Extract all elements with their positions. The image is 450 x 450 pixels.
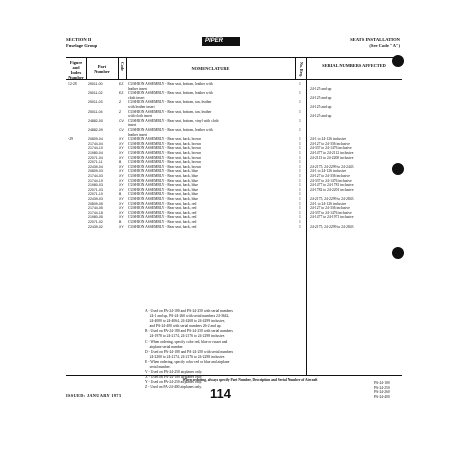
cell-nom: leather insert (128, 86, 148, 91)
cell-code: XY (119, 141, 124, 146)
cell-qty: 1 (299, 192, 301, 197)
page-title-block (316, 37, 400, 48)
cell-code: XY (119, 197, 124, 201)
cell-part: 20809-04 (88, 137, 103, 142)
col-header-part: Part Number (94, 64, 110, 74)
cell-nom: CUSHION ASSEMBLY - Rear seat, back, brown (128, 155, 202, 160)
cell-code: XY (119, 178, 124, 183)
cell-code: XY (119, 224, 124, 229)
cell-fig: -29 (68, 137, 73, 142)
column-divider (86, 58, 87, 79)
cell-nom: CUSHION ASSEMBLY - Rear seat, back, brown (128, 146, 202, 151)
cell-part: 21744-18 (88, 210, 103, 215)
cell-qty: 1 (299, 174, 301, 178)
cell-part: 22071-04 (88, 155, 103, 160)
cell-code: B (119, 160, 122, 165)
cell-nom: CUSHION ASSEMBLY - Rear seat, bottom, leather with (128, 91, 213, 96)
cell-code: XY (119, 174, 124, 178)
cell-serial: 24-337 to 24-1476 inclusive (310, 178, 352, 183)
page-number: 114 (210, 386, 231, 401)
cell-nom: CUSHION ASSEMBLY - Rear seat, bottom, tan, leather (128, 100, 212, 105)
header-divider (66, 79, 402, 80)
cell-qty: 1 (299, 224, 301, 229)
cell-qty: 1 (299, 206, 301, 211)
column-divider (118, 58, 119, 79)
cell-code: XY (119, 183, 124, 188)
cell-part: 25011-02 (88, 91, 103, 96)
cell-qty: 1 (299, 169, 301, 174)
cell-nom: with leather insert (128, 105, 155, 109)
cell-code: XY (119, 155, 124, 160)
cell-serial: 24-125 and up (310, 105, 332, 109)
cell-qty: 1 (299, 118, 301, 123)
cell-qty: 1 (299, 215, 301, 220)
cell-code: XY (119, 137, 124, 142)
issued-date: ISSUED: JANUARY 1973 (66, 393, 122, 398)
note-line: 24-1978 to 24-2174, 24-2176 to 24-2298 inclusive. (145, 334, 226, 339)
note-line: V - Used on PA-24-250 airplanes only. (145, 370, 203, 375)
column-divider (295, 58, 296, 79)
cell-nom: CUSHION ASSEMBLY - Rear seat, back, blue (128, 192, 198, 197)
section-header (66, 37, 97, 48)
cell-code: XY (119, 210, 124, 215)
note-line: Y - Used on PA-24-250 airplanes only. (145, 380, 203, 385)
cell-serial: 24-1782 to 24-2201 inclusive (310, 187, 354, 192)
cell-qty: 1 (299, 178, 301, 183)
cell-nom: CUSHION ASSEMBLY - Rear seat, back, blue (128, 169, 198, 174)
cell-qty: 1 (299, 160, 301, 165)
cell-nom: CUSHION ASSEMBLY - Rear seat, back, brown (128, 160, 202, 165)
cell-code: XY (119, 215, 124, 220)
section-label: SECTION II (66, 37, 92, 42)
cell-serial: 24-127 to 24-336 inclusive (310, 174, 350, 178)
cell-nom: CUSHION ASSEMBLY - Rear seat, back, brown (128, 137, 202, 142)
col-header-qty: No. Req. (299, 62, 304, 77)
cell-nom: CUSHION ASSEMBLY - Rear seat, back, red (128, 215, 197, 220)
cell-part: 22071-11 (88, 160, 103, 165)
cell-qty: 1 (299, 197, 301, 201)
cell-part: 22439-02 (88, 224, 103, 229)
cell-qty: 1 (299, 201, 301, 206)
note-line: 24-1 and up, PA-24-260 with serial numbers 24-3642, (145, 314, 230, 319)
cell-part: 25011-03 (88, 100, 103, 105)
cell-code: B (119, 192, 122, 197)
cell-serial: 24-1477 to 24-1781 inclusive (310, 183, 354, 188)
cell-serial: 24-125 and up (310, 95, 332, 100)
cell-code: EZ (119, 91, 124, 96)
cell-serial: 24-127 to 24-336 inclusive (310, 206, 350, 211)
cell-fig: 12-28 (68, 82, 77, 86)
cell-nom: cloth insert (128, 95, 145, 100)
ordering-footnote: When ordering, always specify Part Number, Description and Serial Number of Aircraft (182, 378, 318, 382)
cell-code: EZ (119, 82, 124, 86)
note-line: X - Used on PA-24-180 airplanes only. (145, 375, 203, 380)
cell-nom: CUSHION ASSEMBLY - Rear seat, back, red (128, 206, 197, 211)
cell-nom: CUSHION ASSEMBLY - Rear seat, back, red (128, 224, 197, 229)
cell-qty: 1 (299, 100, 301, 105)
cell-serial: 24-1477 to 24-2112 inclusive (310, 151, 354, 155)
cell-nom: insert (128, 123, 137, 128)
cell-code: CV (119, 128, 124, 132)
cell-code: XY (119, 164, 124, 169)
note-line: D - Used on PA-24-180 and PA-24-250 with serial numbers (145, 349, 234, 354)
col-header-serial: SERIAL NUMBERS AFFECTED (322, 63, 386, 68)
logo-text: PIPER (205, 38, 224, 44)
cell-qty: 1 (299, 109, 301, 114)
cell-qty: 1 (299, 91, 301, 96)
note-line: 24-4000 to 24-4064, 24-4268 to 24-4299 inclusive, (145, 319, 226, 324)
model-item: PA-24-180 (374, 381, 390, 385)
cell-nom: CUSHION ASSEMBLY - Rear seat, back, red (128, 201, 197, 206)
cell-serial: 24-337 to 24-1476 inclusive (310, 146, 352, 151)
cell-nom: CUSHION ASSEMBLY - Rear seat, back, blue (128, 178, 198, 183)
cell-qty: 1 (299, 151, 301, 155)
cell-nom: leather insert (128, 132, 148, 137)
page-title: SEATS INSTALLATION (350, 37, 400, 42)
cell-part: 21744-03 (88, 174, 103, 178)
cell-nom: CUSHION ASSEMBLY - Rear seat, back, blue (128, 197, 198, 201)
cell-code: XY (119, 151, 124, 155)
cell-nom: CUSHION ASSEMBLY - Rear seat, bottom, leather with (128, 128, 213, 132)
note-line: and PA-24-400 with serial numbers 26-2 and up. (145, 324, 222, 329)
column-divider (126, 58, 127, 79)
cell-code: Z (119, 109, 122, 114)
model-item: PA-24-400 (374, 395, 390, 400)
cell-part: 20809-03 (88, 169, 103, 174)
cell-serial: 24-125 and up (310, 86, 332, 91)
cell-part: 22071-03 (88, 187, 103, 192)
note-line: B - Used on PA-24-180 and PA-24-250 with serial numbers (145, 329, 233, 334)
model-list (374, 381, 390, 400)
cell-nom: CUSHION ASSEMBLY - Rear seat, back, blue (128, 174, 198, 178)
col-header-code: Code (120, 62, 125, 71)
cell-part: 25011-00 (88, 82, 103, 86)
cell-part: 22071-10 (88, 192, 103, 197)
cell-qty: 1 (299, 220, 301, 224)
cell-code: XY (119, 187, 124, 192)
cell-serial: 24-1 to 24-126 inclusive (310, 201, 347, 206)
cell-part: 22071-02 (88, 220, 103, 224)
note-line: airplane serial number. (145, 344, 184, 349)
note-line: E - When ordering, specify color red or blue and airplane (145, 359, 230, 364)
page-subtitle: (See Code "A") (369, 42, 400, 48)
note-line: C - When ordering, specify color red, blue or russet and (145, 339, 228, 344)
cell-serial: 24-337 to 24-1476 inclusive (310, 210, 352, 215)
col-header-figure: Figure and Index Number (68, 60, 84, 80)
cell-nom: CUSHION ASSEMBLY - Rear seat, bottom, vinyl with cloth (128, 118, 219, 123)
cell-nom: CUSHION ASSEMBLY - Rear seat, back, red (128, 220, 197, 224)
cell-nom: CUSHION ASSEMBLY - Rear seat, bottom, leather with (128, 82, 213, 86)
brand-logo (202, 37, 240, 46)
cell-serial: 24-2175, 24-2299 to 24-2843 (310, 197, 354, 201)
cell-qty: 1 (299, 155, 301, 160)
cell-nom: CUSHION ASSEMBLY - Rear seat, back, brown (128, 164, 202, 169)
cell-qty: 1 (299, 187, 301, 192)
cell-part: 22439-03 (88, 197, 103, 201)
cell-qty: 1 (299, 183, 301, 188)
cell-code: XY (119, 146, 124, 151)
cell-code: B (119, 220, 122, 224)
cell-qty: 1 (299, 141, 301, 146)
cell-serial: 24-2113 to 24-2200 inclusive (310, 155, 354, 160)
note-line: serial number. (145, 365, 171, 370)
cell-qty: 1 (299, 128, 301, 132)
cell-serial: 24-2175, 24-2299 to 24-2443 (310, 164, 354, 169)
cell-serial: 24-1477 to 24-1971 inclusive (310, 215, 354, 220)
cell-part: 21980-03 (88, 183, 103, 188)
cell-nom: CUSHION ASSEMBLY - Rear seat, bottom, tan, leather (128, 109, 212, 114)
cell-code: Z (119, 100, 122, 105)
cell-part: 21744-10 (88, 146, 103, 151)
note-line: 24-2200 to 24-2174, 24-2176 to 24-2298 inclusive. (145, 354, 226, 359)
col-header-nomenclature: NOMENCLATURE (191, 66, 230, 71)
cell-code: XY (119, 169, 124, 174)
cell-part: 21980-05 (88, 215, 103, 220)
group-label: Fuselage Group (66, 42, 98, 48)
cell-qty: 1 (299, 210, 301, 215)
model-item: PA-24-250 (374, 385, 390, 390)
cell-serial: 24-125 and up (310, 114, 332, 119)
cell-part: 21980-04 (88, 151, 103, 155)
cell-part: 24882-00 (88, 118, 103, 123)
cell-part: 21744-04 (88, 141, 103, 146)
note-line: Z - Used on PA-24-400 airplanes only. (145, 385, 202, 390)
cell-nom: CUSHION ASSEMBLY - Rear seat, back, blue (128, 187, 198, 192)
cell-qty: 1 (299, 137, 301, 142)
cell-serial: 24-2175, 24-2299 to 24-2843 (310, 224, 354, 229)
cell-part: 25011-04 (88, 109, 103, 114)
cell-part: 22439-04 (88, 164, 103, 169)
cell-part: 20809-05 (88, 201, 103, 206)
cell-code: CV (119, 118, 124, 123)
cell-code: XY (119, 201, 124, 206)
note-line: A - Used on PA-24-180 and PA-24-250 with serial numbers (145, 309, 233, 313)
cell-nom: CUSHION ASSEMBLY - Rear seat, back, red (128, 210, 197, 215)
cell-serial: 24-127 to 24-336 inclusive (310, 141, 350, 146)
cell-nom: CUSHION ASSEMBLY - Rear seat, back, blue (128, 183, 198, 188)
cell-serial: 24-1 to 24-126 inclusive (310, 137, 347, 142)
cell-serial: 24-1 to 24-126 inclusive (310, 169, 347, 174)
cell-nom: CUSHION ASSEMBLY - Rear seat, back, brown (128, 151, 202, 155)
model-item: PA-24-260 (374, 390, 390, 395)
cell-part: 21744-05 (88, 206, 103, 211)
cell-code: XY (119, 206, 124, 211)
cell-part: 24882-09 (88, 128, 103, 132)
cell-nom: CUSHION ASSEMBLY - Rear seat, back, brown (128, 141, 202, 146)
cell-qty: 1 (299, 164, 301, 169)
cell-nom: with cloth insert (128, 114, 152, 119)
cell-part: 21744-19 (88, 178, 103, 183)
cell-qty: 1 (299, 146, 301, 151)
cell-qty: 1 (299, 82, 301, 86)
